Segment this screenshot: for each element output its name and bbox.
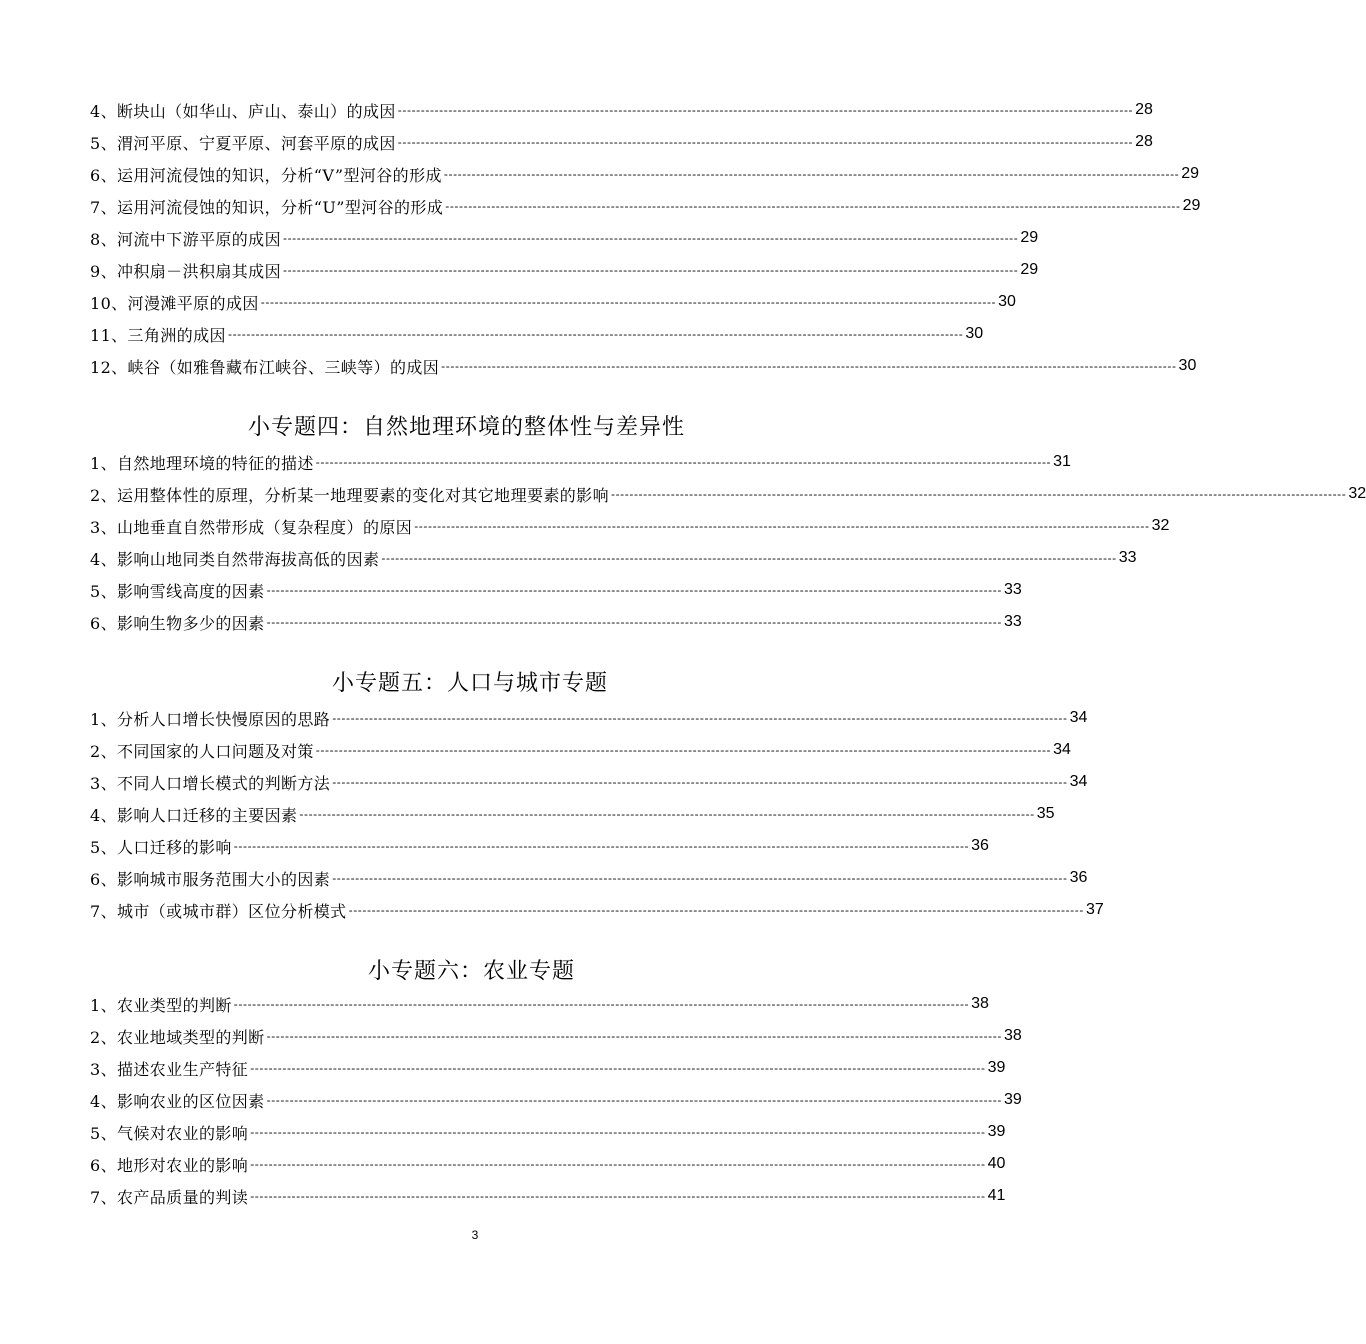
dot-leader: ---------------------------------------------------------------------------------------------------------------------------------------------------------------- [260,295,997,309]
toc-entry-page: 41 [987,1187,1006,1204]
toc-entry-page: 30 [965,325,984,342]
toc-entry-label: 6、地形对农业的影响 [90,1155,249,1175]
dot-leader: ---------------------------------------------------------------------------------------------------------------------------------------------------------------- [397,103,1134,117]
toc-entry-label: 12、峡谷（如雅鲁藏布江峡谷、三峡等）的成因 [90,357,440,377]
toc-entry [90,1021,1022,1051]
toc-entry-label: 8、河流中下游平原的成因 [90,229,281,249]
dot-leader: ---------------------------------------------------------------------------------------------------------------------------------------------------------------- [315,743,1052,757]
toc-entry-label: 3、山地垂直自然带形成（复杂程度）的原因 [90,517,413,537]
toc-entry-label: 6、运用河流侵蚀的知识，分析“V”型河谷的形成 [90,165,442,185]
dot-leader: ---------------------------------------------------------------------------------------------------------------------------------------------------------------- [266,583,1002,597]
toc-entry-page: 28 [1135,101,1153,118]
toc-entry [90,989,989,1019]
toc-entry-page: 38 [971,995,989,1012]
dot-leader: ---------------------------------------------------------------------------------------------------------------------------------------------------------------- [282,231,1019,245]
toc-entry-label: 10、河漫滩平原的成因 [90,293,259,313]
toc-entry-label: 2、运用整体性的原理，分析某一地理要素的变化对其它地理要素的影响 [90,485,609,505]
dot-leader: ---------------------------------------------------------------------------------------------------------------------------------------------------------------- [445,199,1181,213]
dot-leader: ---------------------------------------------------------------------------------------------------------------------------------------------------------------- [282,263,1019,277]
toc-entry [90,447,1071,477]
toc-entry-label: 1、自然地理环境的特征的描述 [90,453,314,473]
toc-entry-page: 33 [1003,581,1022,598]
toc-entry-label: 7、农产品质量的判读 [90,1187,249,1207]
dot-leader: ---------------------------------------------------------------------------------------------------------------------------------------------------------------- [443,167,1180,181]
toc-entry-label: 5、影响雪线高度的因素 [90,581,265,601]
toc-entry-label: 3、描述农业生产特征 [90,1059,249,1079]
toc-entry-label: 4、断块山（如华山、庐山、泰山）的成因 [90,101,396,121]
toc-entry-page: 32 [1348,485,1366,502]
toc-entry [90,1085,1022,1115]
toc-entry [90,607,1022,637]
page-number: 3 [471,1228,479,1242]
toc-entry [90,351,1197,381]
toc-entry-label: 5、渭河平原、宁夏平原、河套平原的成因 [90,133,396,153]
toc-entry-label: 5、气候对农业的影响 [90,1123,249,1143]
dot-leader: ---------------------------------------------------------------------------------------------------------------------------------------------------------------- [250,1157,986,1171]
toc-entry [90,95,1153,125]
toc-entry-page: 32 [1151,517,1170,534]
toc-entry [90,1149,1006,1179]
toc-entry-page: 34 [1069,773,1088,790]
toc-entry-page: 36 [971,837,989,854]
toc-entry [90,799,1055,829]
toc-entry [90,543,1137,573]
dot-leader: ---------------------------------------------------------------------------------------------------------------------------------------------------------------- [266,1093,1002,1107]
toc-entry-label: 1、农业类型的判断 [90,995,232,1015]
toc-entry-label: 4、影响人口迁移的主要因素 [90,805,298,825]
toc-entry [90,831,989,861]
toc-entry-page: 37 [1085,901,1104,918]
toc-entry-page: 29 [1181,165,1200,182]
toc-entry-page: 39 [987,1123,1006,1140]
toc-entry [90,223,1039,253]
dot-leader: ---------------------------------------------------------------------------------------------------------------------------------------------------------------- [610,487,1347,501]
toc-entry-page: 39 [1003,1091,1022,1108]
toc-entry [90,159,1200,189]
toc-entry-page: 29 [1020,261,1039,278]
toc-entry-page: 30 [1178,357,1197,374]
dot-leader: ---------------------------------------------------------------------------------------------------------------------------------------------------------------- [233,997,970,1011]
toc-entry-page: 34 [1053,741,1071,758]
toc-entry-label: 4、影响山地同类自然带海拔高低的因素 [90,549,380,569]
toc-entry-page: 30 [998,293,1016,310]
toc-entry [90,511,1170,541]
toc-entry-page: 31 [1053,453,1071,470]
toc-entry-page: 39 [987,1059,1006,1076]
toc-entry-label: 2、不同国家的人口问题及对策 [90,741,314,761]
toc-entry [90,575,1022,605]
toc-entry [90,767,1088,797]
toc-entry-page: 40 [987,1155,1006,1172]
dot-leader: ---------------------------------------------------------------------------------------------------------------------------------------------------------------- [266,1029,1002,1043]
toc-entry-label: 1、分析人口增长快慢原因的思路 [90,709,331,729]
toc-entry [90,319,984,349]
toc-entry-page: 33 [1003,613,1022,630]
toc-entry [90,255,1039,285]
toc-entry [90,1181,1006,1211]
toc-entry [90,127,1153,157]
dot-leader: ---------------------------------------------------------------------------------------------------------------------------------------------------------------- [315,455,1052,469]
toc-entry-label: 5、人口迁移的影响 [90,837,232,857]
toc-entry [90,895,1104,925]
toc-entry-page: 33 [1118,549,1137,566]
dot-leader: ---------------------------------------------------------------------------------------------------------------------------------------------------------------- [332,871,1068,885]
dot-leader: ---------------------------------------------------------------------------------------------------------------------------------------------------------------- [348,903,1084,917]
toc-entry-page: 36 [1069,869,1088,886]
dot-leader: ---------------------------------------------------------------------------------------------------------------------------------------------------------------- [332,775,1068,789]
toc-entry-label: 4、影响农业的区位因素 [90,1091,265,1111]
section-heading: 小专题五：人口与城市专题 [332,671,609,696]
toc-entry-label: 7、城市（或城市群）区位分析模式 [90,901,347,921]
toc-entry-label: 6、影响生物多少的因素 [90,613,265,633]
toc-entry [90,863,1088,893]
toc-entry-page: 29 [1182,197,1201,214]
toc-entry-label: 9、冲积扇－洪积扇其成因 [90,261,281,281]
dot-leader: ---------------------------------------------------------------------------------------------------------------------------------------------------------------- [332,711,1068,725]
toc-entry-label: 11、三角洲的成因 [90,325,226,345]
dot-leader: ---------------------------------------------------------------------------------------------------------------------------------------------------------------- [250,1061,986,1075]
toc-entry [90,287,1016,317]
dot-leader: ---------------------------------------------------------------------------------------------------------------------------------------------------------------- [441,359,1177,373]
section-heading: 小专题四：自然地理环境的整体性与差异性 [248,415,686,440]
toc-entry [90,479,1366,509]
toc-entry-page: 34 [1069,709,1088,726]
toc-entry-label: 2、农业地域类型的判断 [90,1027,265,1047]
dot-leader: ---------------------------------------------------------------------------------------------------------------------------------------------------------------- [227,327,964,341]
dot-leader: ---------------------------------------------------------------------------------------------------------------------------------------------------------------- [233,839,970,853]
toc-entry-label: 3、不同人口增长模式的判断方法 [90,773,331,793]
dot-leader: ---------------------------------------------------------------------------------------------------------------------------------------------------------------- [250,1125,986,1139]
dot-leader: ---------------------------------------------------------------------------------------------------------------------------------------------------------------- [397,135,1134,149]
toc-entry-label: 6、影响城市服务范围大小的因素 [90,869,331,889]
toc-entry [90,1053,1006,1083]
dot-leader: ---------------------------------------------------------------------------------------------------------------------------------------------------------------- [250,1189,986,1203]
toc-entry-page: 38 [1003,1027,1022,1044]
toc-entry [90,191,1201,221]
section-heading: 小专题六：农业专题 [368,959,576,984]
dot-leader: ---------------------------------------------------------------------------------------------------------------------------------------------------------------- [299,807,1035,821]
toc-entry [90,703,1088,733]
toc-entry [90,1117,1006,1147]
toc-entry-page: 29 [1020,229,1039,246]
dot-leader: ---------------------------------------------------------------------------------------------------------------------------------------------------------------- [266,615,1002,629]
dot-leader: ---------------------------------------------------------------------------------------------------------------------------------------------------------------- [381,551,1117,565]
toc-entry-page: 35 [1036,805,1055,822]
toc-entry [90,735,1071,765]
dot-leader: ---------------------------------------------------------------------------------------------------------------------------------------------------------------- [414,519,1150,533]
toc-entry-page: 28 [1135,133,1153,150]
toc-entry-label: 7、运用河流侵蚀的知识，分析“U”型河谷的形成 [90,197,444,217]
